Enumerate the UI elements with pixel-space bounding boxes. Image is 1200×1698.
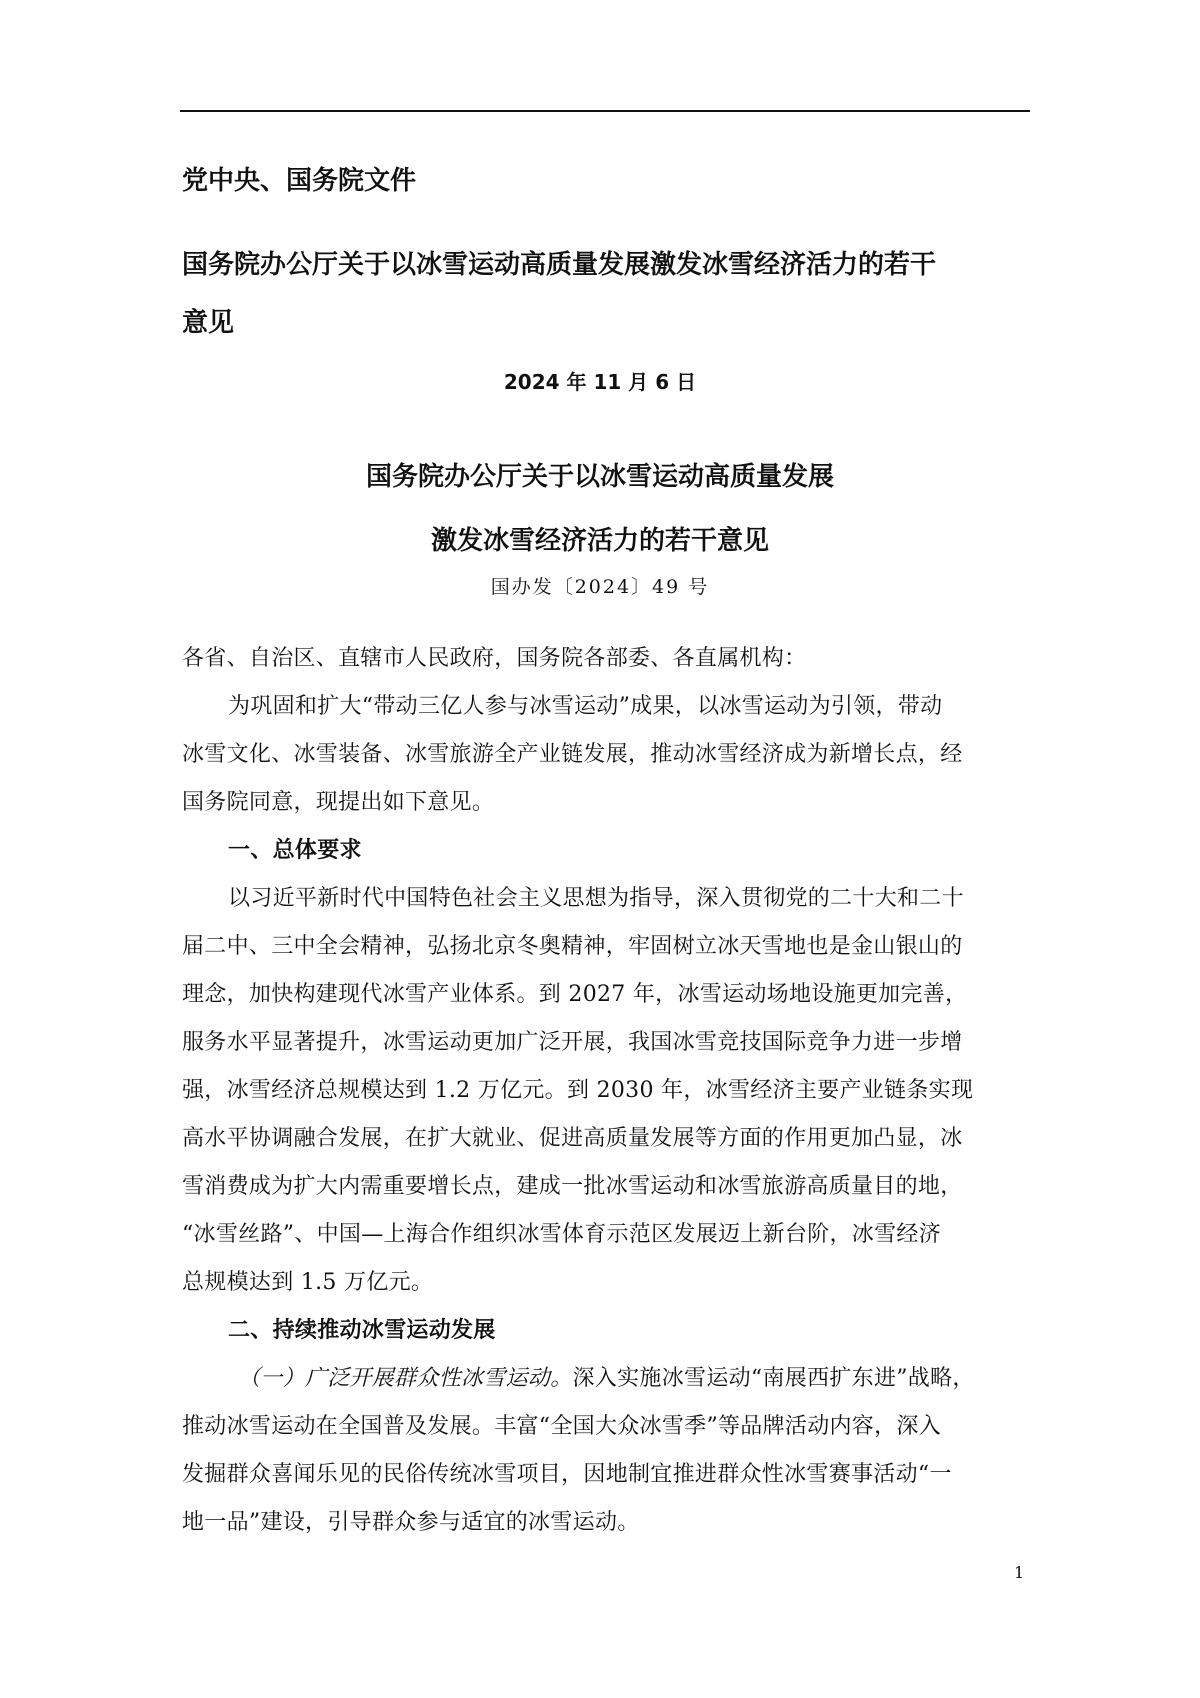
document-title-line-2: 激发冰雪经济活力的若干意见 — [430, 526, 769, 556]
section-heading — [182, 1307, 1032, 1355]
line-text: 发掘群众喜闻乐见的民俗传统冰雪项目，因地制宜推进群众性冰雪赛事活动“一 — [182, 1462, 952, 1487]
section-heading — [182, 827, 1032, 875]
line-text: 雪消费成为扩大内需重要增长点，建成一批冰雪运动和冰雪旅游高质量目的地， — [182, 1174, 963, 1199]
page-title — [182, 236, 1032, 352]
line-text: 国务院同意，现提出如下意见。 — [182, 790, 495, 815]
line-text: 以习近平新时代中国特色社会主义思想为指导，深入贯彻党的二十大和二十 — [228, 886, 964, 911]
line-text: 理念，加快构建现代冰雪产业体系。到 2027 年，冰雪运动场地设施更加完善， — [182, 982, 968, 1007]
paragraph-line — [182, 1403, 1032, 1451]
paragraph-line — [182, 1499, 1032, 1547]
line-text: 届二中、三中全会精神，弘扬北京冬奥精神，牢固树立冰天雪地也是金山银山的 — [182, 934, 963, 959]
paragraph-line — [182, 875, 1032, 923]
paragraph-line — [182, 683, 1032, 731]
paragraph-line — [182, 1211, 1032, 1259]
item-heading: （一）广泛开展群众性冰雪运动。 — [238, 1366, 573, 1391]
paragraph-line — [182, 1067, 1032, 1115]
line-text: “冰雪丝路”、中国—上海合作组织冰雪体育示范区发展迈上新台阶，冰雪经济 — [182, 1222, 941, 1247]
document-category: 党中央、国务院文件 — [182, 166, 417, 196]
line-text: 各省、自治区、直辖市人民政府，国务院各部委、各直属机构： — [182, 646, 807, 671]
line-text: 冰雪文化、冰雪装备、冰雪旅游全产业链发展，推动冰雪经济成为新增长点，经 — [182, 742, 963, 767]
line-text: 一、总体要求 — [228, 838, 362, 863]
page-title-line: 国务院办公厅关于以冰雪运动高质量发展激发冰雪经济活力的若干 — [182, 250, 937, 280]
line-text: 二、持续推动冰雪运动发展 — [228, 1318, 496, 1343]
document-number: 国办发〔2024〕49 号 — [490, 576, 710, 598]
paragraph-line — [182, 1451, 1032, 1499]
page-number: 1 — [1014, 1563, 1025, 1582]
paragraph-line — [182, 1019, 1032, 1067]
line-text: 总规模达到 1.5 万亿元。 — [182, 1270, 434, 1295]
publish-date: 2024 年 11 月 6 日 — [503, 370, 697, 394]
paragraph-line — [182, 779, 1032, 827]
paragraph-line — [182, 635, 1032, 683]
line-text: 推动冰雪运动在全国普及发展。丰富“全国大众冰雪季”等品牌活动内容，深入 — [182, 1414, 941, 1439]
line-text: 高水平协调融合发展，在扩大就业、促进高质量发展等方面的作用更加凸显，冰 — [182, 1126, 963, 1151]
document-body — [182, 635, 1032, 1547]
paragraph-line — [182, 1163, 1032, 1211]
line-text: 强，冰雪经济总规模达到 1.2 万亿元。到 2030 年，冰雪经济主要产业链条实现 — [182, 1078, 974, 1103]
item-line — [182, 1355, 1032, 1403]
document-title-line-1: 国务院办公厅关于以冰雪运动高质量发展 — [365, 462, 834, 492]
paragraph-line — [182, 731, 1032, 779]
paragraph-line — [182, 1259, 1032, 1307]
line-text: 地一品”建设，引导群众参与适宜的冰雪运动。 — [182, 1510, 640, 1535]
paragraph-line — [182, 1115, 1032, 1163]
line-text: 深入实施冰雪运动“南展西扩东进”战略， — [572, 1366, 975, 1391]
paragraph-line — [182, 923, 1032, 971]
line-text: 为巩固和扩大“带动三亿人参与冰雪运动”成果，以冰雪运动为引领，带动 — [228, 694, 943, 719]
line-text: 服务水平显著提升，冰雪运动更加广泛开展，我国冰雪竞技国际竞争力进一步增 — [182, 1030, 963, 1055]
header-rule — [180, 110, 1030, 112]
page-title-line: 意见 — [182, 308, 235, 338]
paragraph-line — [182, 971, 1032, 1019]
